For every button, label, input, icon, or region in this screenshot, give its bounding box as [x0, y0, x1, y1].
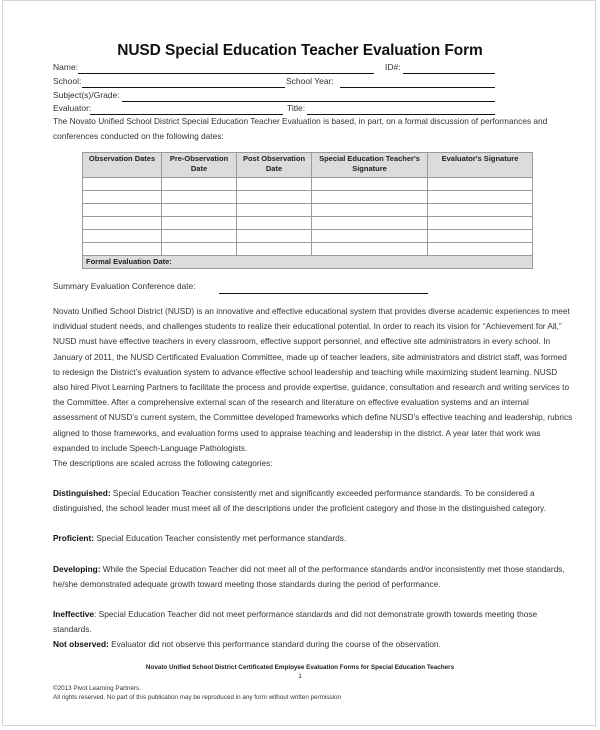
name-field[interactable]: [78, 73, 374, 74]
header-observation-dates: Observation Dates: [83, 153, 162, 178]
table-cell[interactable]: [312, 243, 428, 256]
table-cell[interactable]: [237, 178, 312, 191]
table-cell[interactable]: [237, 204, 312, 217]
table-cell[interactable]: [237, 217, 312, 230]
table-cell[interactable]: [162, 204, 237, 217]
table-cell[interactable]: [312, 204, 428, 217]
form-title: NUSD Special Education Teacher Evaluation Form: [117, 42, 483, 59]
subject-field[interactable]: [122, 101, 495, 102]
table-row: [83, 217, 533, 230]
table-cell[interactable]: [83, 217, 162, 230]
footer-title: Novato Unified School District Certificated Employee Evaluation Forms for Special Education Teachers: [145, 664, 455, 671]
table-cell[interactable]: [428, 230, 533, 243]
header-evaluator-signature: Evaluator's Signature: [428, 153, 533, 178]
category-term: Developing:: [53, 564, 101, 574]
category-distinguished: [53, 486, 573, 516]
summary-conference-label: Summary Evaluation Conference date:: [53, 281, 196, 291]
category-description: : Special Education Teacher did not meet performance standards and did not demonstrate growth towards meeting those standards.: [53, 609, 538, 635]
table-cell[interactable]: [428, 191, 533, 204]
table-cell[interactable]: [162, 217, 237, 230]
table-cell[interactable]: [162, 191, 237, 204]
school-field[interactable]: [82, 87, 285, 88]
table-cell[interactable]: [312, 178, 428, 191]
table-cell[interactable]: [83, 230, 162, 243]
category-term: Not observed:: [53, 639, 109, 649]
table-cell[interactable]: [162, 178, 237, 191]
category-term: Proficient:: [53, 533, 95, 543]
rights-line: All rights reserved. No part of this publication may be reproduced in any form without written permission: [53, 694, 342, 701]
table-row: [83, 230, 533, 243]
table-cell[interactable]: [162, 243, 237, 256]
category-ineffective: [53, 607, 573, 637]
table-cell[interactable]: [428, 204, 533, 217]
table-cell[interactable]: [428, 243, 533, 256]
category-description: Special Education Teacher consistently met performance standards.: [94, 533, 347, 543]
summary-conference-date-field[interactable]: [219, 293, 428, 294]
school-year-label: School Year:: [286, 76, 334, 86]
table-cell[interactable]: [83, 204, 162, 217]
table-row: [83, 204, 533, 217]
category-description: Evaluator did not observe this performance standard during the course of the observation.: [108, 639, 441, 649]
subject-label: Subject(s)/Grade:: [53, 90, 120, 100]
table-cell[interactable]: [237, 243, 312, 256]
category-developing: [53, 562, 573, 592]
table-cell[interactable]: [83, 191, 162, 204]
table-row: [83, 243, 533, 256]
table-cell[interactable]: [237, 230, 312, 243]
school-year-field[interactable]: [340, 87, 495, 88]
id-field[interactable]: [403, 73, 495, 74]
observation-table: [82, 152, 533, 269]
header-teacher-signature: Special Education Teacher's Signature: [312, 153, 428, 178]
formal-evaluation-date-label[interactable]: Formal Evaluation Date:: [83, 256, 533, 269]
table-cell[interactable]: [312, 191, 428, 204]
table-cell[interactable]: [162, 230, 237, 243]
category-term: Distinguished:: [53, 488, 111, 498]
nusd-description-paragraph: Novato Unified School District (NUSD) is an innovative and effective educational system that provides diverse academic experiences to meet individual student needs, and challenges students to realize their educational potential. In order to reach its vision for “Achievement for All,” NUSD must have effective teachers in every classroom, effective support personnel, and effective site administrators in every school. In January of 2011, the NUSD Certificated Evaluation Committee, made up of teacher leaders, site administrators and district staff, was formed to redesign the District’s evaluation system to advance effective school leadership and teaching while maximizing student learning. NUSD also hired Pivot Learning Partners to facilitate the process and provide expertise, guidance, consultation and research and writing services to the Committee. After a comprehensive external scan of the research and literature on effective evaluation systems and an internal assessment of NUSD’s current system, the Committee developed frameworks which define NUSD’s effective teaching and leadership, rubrics aligned to those frameworks, and evaluation forms used to appraise teaching and leadership in the district. A year later that work was expanded to include Speech-Language Pathologists.: [53, 306, 573, 453]
header-pre-observation-date: Pre-Observation Date: [162, 153, 237, 178]
header-post-observation-date: Post Observation Date: [237, 153, 312, 178]
title-label: Title:: [287, 103, 306, 113]
copyright-line: ©2013 Pivot Learning Partners.: [53, 685, 141, 692]
evaluator-label: Evaluator:: [53, 103, 92, 113]
table-row: [83, 178, 533, 191]
category-proficient: [53, 531, 573, 546]
table-cell[interactable]: [83, 243, 162, 256]
table-header-row: [83, 153, 533, 178]
table-cell[interactable]: [312, 230, 428, 243]
intro-paragraph: The Novato Unified School District Special Education Teacher Evaluation is based, in part, on a formal discussion of performances and conferences conducted on the following dates:: [53, 116, 548, 141]
table-cell[interactable]: [83, 178, 162, 191]
category-description: While the Special Education Teacher did not meet all of the performance standards and/or inconsistently met those standards, he/she demonstrated adequate growth toward meeting those standards during the period of performance.: [53, 564, 565, 590]
category-term: Ineffective: [53, 609, 95, 619]
table-cell[interactable]: [428, 217, 533, 230]
formal-evaluation-row: [83, 256, 533, 269]
school-label: School:: [53, 76, 82, 86]
page-number: 1: [298, 673, 302, 680]
category-not-observed: [53, 637, 573, 652]
table-cell[interactable]: [237, 191, 312, 204]
id-label: ID#:: [385, 62, 401, 72]
table-cell[interactable]: [312, 217, 428, 230]
table-cell[interactable]: [428, 178, 533, 191]
category-description: Special Education Teacher consistently met and significantly exceeded performance standards. To be considered a distinguished, the school leader must meet all of the descriptions under the proficient category and those in the distinguished category.: [53, 488, 546, 514]
copyright-notice: [53, 684, 341, 702]
categories-intro: The descriptions are scaled across the following categories:: [53, 458, 273, 468]
table-row: [83, 191, 533, 204]
name-label: Name:: [53, 62, 79, 72]
